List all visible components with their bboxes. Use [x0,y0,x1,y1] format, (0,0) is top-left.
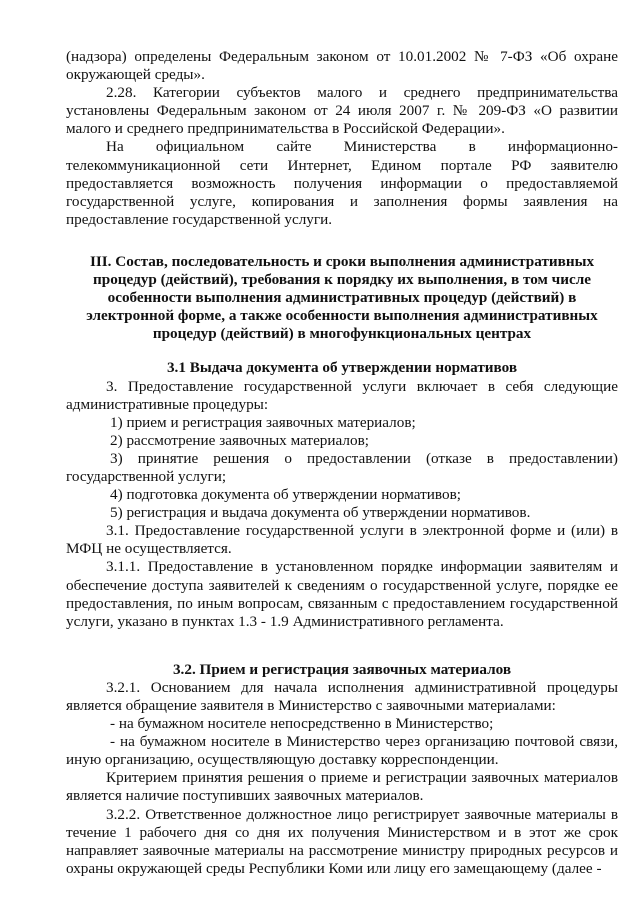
paragraph-3-2-2: 3.2.2. Ответственное должностное лицо регистрирует заявочные материалы в течение 1 рабочего дня со дня их получения Министерством и в этот же срок направляет заявочные материалы на рассмотрение министру природных ресурсов и охраны окружающей среды Республики Коми или лицу его замещающему (далее - [66,805,618,877]
paragraph-continuation: (надзора) определены Федеральным законом от 10.01.2002 № 7-ФЗ «Об охране окружающей среды». [66,48,618,84]
paragraph-3-1-1: 3.1.1. Предоставление в установленном порядке информации заявителям и обеспечение доступа заявителей к сведениям о государственной услуге, порядке ее предоставления, по иным вопросам, связанным с предоставлением государственной услуги, указано в пунктах 1.3 - 1.9 Административного регламента. [66,558,618,630]
paragraph-3-1: 3.1. Предоставление государственной услуги в электронной форме и (или) в МФЦ не осуществляется. [66,522,618,558]
paragraph-criterion: Критерием принятия решения о приеме и регистрации заявочных материалов является наличие поступивших заявочных материалов. [66,769,618,805]
paragraph-2-28: 2.28. Категории субъектов малого и среднего предпринимательства установлены Федеральным законом от 24 июля 2007 г. № 209-ФЗ «О развитии малого и среднего предпринимательства в Российской Федерации». [66,84,618,138]
paragraph-3-2-1: 3.2.1. Основанием для начала исполнения административной процедуры является обращение заявителя в Министерство с заявочными материалами: [66,678,618,714]
paragraph-official-site: На официальном сайте Министерства в информационно-телекоммуникационной сети Интернет, Едином портале РФ заявителю предоставляется возможность получения информации о предоставляемой государственной услуге, копирования и заполнения формы заявления на предоставление государственной услуги. [66,138,618,228]
procedure-item-5: 5) регистрация и выдача документа об утверждении нормативов. [110,504,531,522]
dash-item-direct: - на бумажном носителе непосредственно в Министерство; [110,715,494,733]
subsection-3-1-heading: 3.1 Выдача документа об утверждении нормативов [166,359,518,377]
section-3-heading: III. Состав, последовательность и сроки выполнения административных процедур (действий), требования к порядку их выполнения, в том числе особенности выполнения административных процедур (действий) в электронной форме, а также особенности выполнения административных процедур (действий) в многофункциональных центрах [86,252,598,343]
procedure-item-4: 4) подготовка документа об утверждении нормативов; [110,486,461,504]
procedure-item-1: 1) прием и регистрация заявочных материалов; [110,413,416,431]
subsection-3-2-heading: 3.2. Прием и регистрация заявочных материалов [172,660,512,678]
procedure-item-3: 3) принятие решения о предоставлении (отказе в предоставлении) государственной услуги; [66,449,618,485]
dash-item-postal: - на бумажном носителе в Министерство через организацию почтовой связи, иную организацию, осуществляющую доставку корреспонденции. [66,733,618,769]
paragraph-3-intro: 3. Предоставление государственной услуги включает в себя следующие административные процедуры: [66,377,618,413]
procedure-item-2: 2) рассмотрение заявочных материалов; [110,431,369,449]
